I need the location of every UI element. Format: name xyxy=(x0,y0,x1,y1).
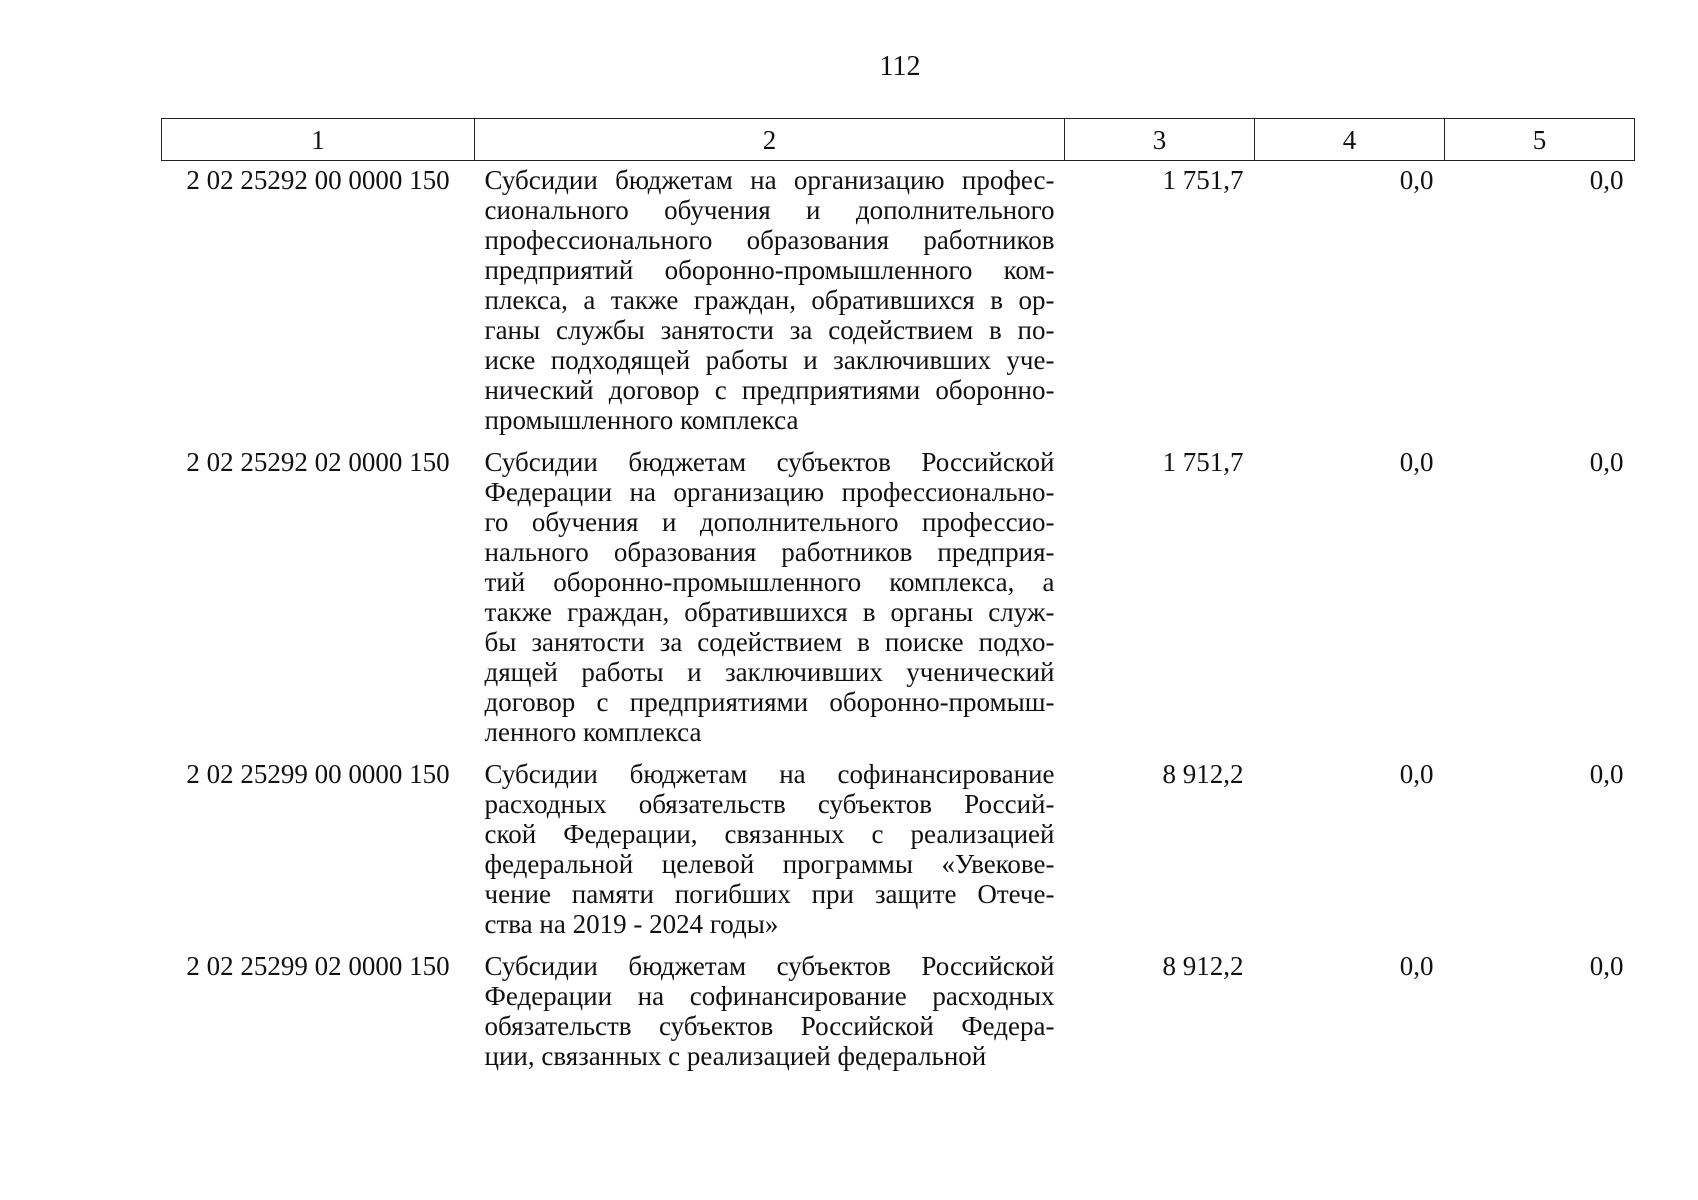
amount-cell-col4: 0,0 xyxy=(1399,165,1434,195)
table-header xyxy=(162,119,1635,161)
budget-code-cell: 2 02 25299 02 0000 150 xyxy=(186,951,450,981)
description-line: Федерации на организацию профессионально- xyxy=(484,477,1055,507)
description-line: сионального обучения и дополнительного xyxy=(484,195,1055,225)
header-col-1: 1 xyxy=(162,119,475,161)
description-line: ской Федерации, связанных с реализацией xyxy=(484,819,1055,849)
description-cell xyxy=(475,755,1065,947)
description-line: обязательств субъектов Российской Федера- xyxy=(484,1011,1055,1041)
description-line: бы занятости за содействием в поиске подхо- xyxy=(484,627,1055,657)
amount-cell-col5: 0,0 xyxy=(1589,951,1624,981)
description-line: Федерации на софинансирование расходных xyxy=(484,981,1055,1011)
budget-code-cell: 2 02 25299 00 0000 150 xyxy=(186,759,450,789)
table-row xyxy=(162,443,1635,755)
description-line: промышленного комплекса xyxy=(484,405,799,435)
page-number: 112 xyxy=(879,51,921,82)
header-col-5: 5 xyxy=(1445,119,1635,161)
table-row xyxy=(162,161,1635,444)
header-col-2: 2 xyxy=(475,119,1065,161)
description-line: Субсидии бюджетам на софинансирование xyxy=(484,759,1055,789)
description-line: Субсидии бюджетам на организацию профес- xyxy=(484,165,1055,195)
description-cell xyxy=(475,161,1065,444)
description-line: нический договор с предприятиями оборонно- xyxy=(484,375,1055,405)
description-line: чение памяти погибших при защите Отече- xyxy=(484,879,1055,909)
amount-cell-col3: 8 912,2 xyxy=(1162,759,1244,789)
amount-cell-col3: 1 751,7 xyxy=(1162,165,1244,195)
description-cell xyxy=(475,443,1065,755)
table-row xyxy=(162,947,1635,1079)
budget-table xyxy=(161,118,1635,1079)
description-line: ганы службы занятости за содействием в по- xyxy=(484,315,1055,345)
table-body xyxy=(162,161,1635,1080)
budget-code-cell: 2 02 25292 00 0000 150 xyxy=(186,165,450,195)
amount-cell-col5: 0,0 xyxy=(1589,165,1624,195)
description-line: договор с предприятиями оборонно-промыш- xyxy=(484,687,1055,717)
amount-cell-col5: 0,0 xyxy=(1589,447,1624,477)
description-line: ции, связанных с реализацией федеральной xyxy=(484,1041,987,1071)
amount-cell-col4: 0,0 xyxy=(1399,951,1434,981)
amount-cell-col3: 8 912,2 xyxy=(1162,951,1244,981)
description-line: федеральной целевой программы «Увекове- xyxy=(484,849,1055,879)
description-line: расходных обязательств субъектов Россий- xyxy=(484,789,1055,819)
amount-cell-col3: 1 751,7 xyxy=(1162,447,1244,477)
description-line: ленного комплекса xyxy=(484,717,702,747)
budget-code-cell: 2 02 25292 02 0000 150 xyxy=(186,447,450,477)
amount-cell-col4: 0,0 xyxy=(1399,759,1434,789)
amount-cell-col4: 0,0 xyxy=(1399,447,1434,477)
description-line: тий оборонно-промышленного комплекса, а xyxy=(484,567,1055,597)
description-line: также граждан, обратившихся в органы служ- xyxy=(484,597,1055,627)
description-line: профессионального образования работников xyxy=(484,225,1055,255)
header-row xyxy=(162,119,1635,161)
description-line: Субсидии бюджетам субъектов Российской xyxy=(484,951,1055,981)
description-cell xyxy=(475,947,1065,1079)
description-line: го обучения и дополнительного профессио- xyxy=(484,507,1055,537)
description-line: нального образования работников предприя- xyxy=(484,537,1055,567)
description-line: дящей работы и заключивших ученический xyxy=(484,657,1055,687)
header-col-4: 4 xyxy=(1255,119,1445,161)
description-line: иске подходящей работы и заключивших уче- xyxy=(484,345,1055,375)
amount-cell-col5: 0,0 xyxy=(1589,759,1624,789)
description-line: плекса, а также граждан, обратившихся в ор- xyxy=(484,285,1055,315)
table-row xyxy=(162,755,1635,947)
header-col-3: 3 xyxy=(1065,119,1255,161)
description-line: предприятий оборонно-промышленного ком- xyxy=(484,255,1055,285)
description-line: ства на 2019 - 2024 годы» xyxy=(484,909,779,939)
description-line: Субсидии бюджетам субъектов Российской xyxy=(484,447,1055,477)
